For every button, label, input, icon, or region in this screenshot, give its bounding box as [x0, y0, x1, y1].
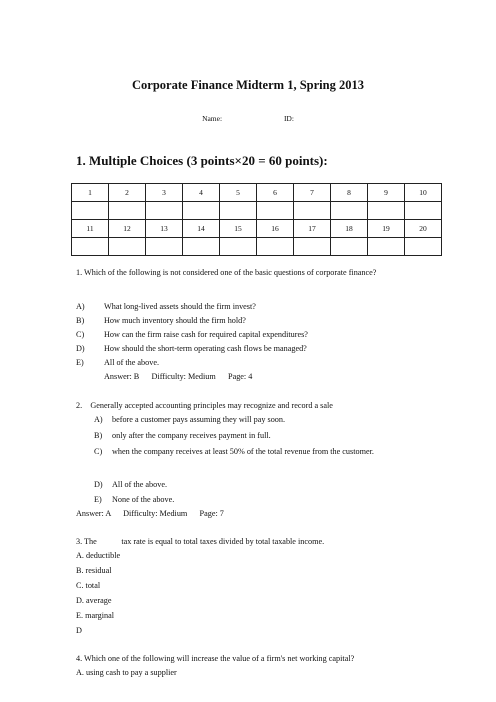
answer-cell[interactable]: [257, 238, 294, 256]
q4-option-a: A. using cash to pay a supplier: [76, 668, 177, 677]
answer-cell[interactable]: [220, 202, 257, 220]
answer-cell[interactable]: [368, 202, 405, 220]
answer-cell[interactable]: [109, 202, 146, 220]
q1-option-b: B) How much inventory should the firm hold?: [76, 316, 246, 325]
grid-number: 4: [183, 184, 220, 202]
answer-cell[interactable]: [257, 202, 294, 220]
grid-answer-row-1: [72, 202, 442, 220]
q1-answer-line: Answer: B Difficulty: Medium Page: 4: [104, 372, 253, 381]
grid-number: 8: [331, 184, 368, 202]
answer-cell[interactable]: [183, 238, 220, 256]
question-1-text: 1. Which of the following is not considered one of the basic questions of corporate finance?: [76, 268, 377, 277]
answer-cell[interactable]: [109, 238, 146, 256]
q1-option-c: C) How can the firm raise cash for required capital expenditures?: [76, 330, 308, 339]
q2-option-e: E) None of the above.: [94, 495, 175, 504]
grid-number: 15: [220, 220, 257, 238]
grid-number: 18: [331, 220, 368, 238]
q2-answer-line: Answer: A Difficulty: Medium Page: 7: [76, 509, 224, 518]
name-id-line: [0, 114, 496, 123]
grid-number: 6: [257, 184, 294, 202]
answer-grid: [71, 183, 442, 256]
answer-cell[interactable]: [146, 238, 183, 256]
q3-option-c: C. total: [76, 581, 101, 590]
q2-option-c: C) when the company receives at least 50% of the total revenue from the customer.: [94, 447, 374, 456]
q2-option-b: B) only after the company receives payment in full.: [94, 431, 271, 440]
grid-number: 5: [220, 184, 257, 202]
answer-cell[interactable]: [331, 202, 368, 220]
grid-number: 13: [146, 220, 183, 238]
answer-cell[interactable]: [368, 238, 405, 256]
answer-cell[interactable]: [405, 238, 442, 256]
question-3-text: 3. The tax rate is equal to total taxes divided by total taxable income.: [76, 537, 325, 546]
grid-number: 9: [368, 184, 405, 202]
section-heading: 1. Multiple Choices (3 points×20 = 60 points):: [76, 153, 328, 168]
grid-number: 20: [405, 220, 442, 238]
grid-number: 14: [183, 220, 220, 238]
q1-option-e: E) All of the above.: [76, 358, 160, 367]
name-label: Name:: [202, 114, 223, 123]
q2-option-d: D) All of the above.: [94, 480, 168, 489]
answer-cell[interactable]: [146, 202, 183, 220]
answer-cell[interactable]: [72, 238, 109, 256]
answer-cell[interactable]: [183, 202, 220, 220]
id-label: ID:: [283, 114, 294, 123]
grid-number: 12: [109, 220, 146, 238]
grid-number: 11: [72, 220, 109, 238]
grid-number: 10: [405, 184, 442, 202]
q1-option-a: A) What long-lived assets should the firm invest?: [76, 302, 256, 311]
q3-option-a: A. deductible: [76, 551, 121, 560]
q3-option-b: B. residual: [76, 566, 112, 575]
grid-number: 7: [294, 184, 331, 202]
grid-header-row-2: [72, 220, 442, 238]
grid-header-row-1: [72, 184, 442, 202]
q2-option-a: A) before a customer pays assuming they will pay soon.: [94, 415, 286, 424]
answer-cell[interactable]: [331, 238, 368, 256]
answer-cell[interactable]: [72, 202, 109, 220]
question-4-text: 4. Which one of the following will increase the value of a firm's net working capital?: [76, 654, 355, 663]
grid-number: 2: [109, 184, 146, 202]
answer-cell[interactable]: [294, 238, 331, 256]
grid-number: 1: [72, 184, 109, 202]
q3-option-e: E. marginal: [76, 611, 115, 620]
answer-cell[interactable]: [294, 202, 331, 220]
document-title: Corporate Finance Midterm 1, Spring 2013: [132, 78, 364, 92]
grid-number: 19: [368, 220, 405, 238]
answer-cell[interactable]: [220, 238, 257, 256]
grid-number: 3: [146, 184, 183, 202]
grid-number: 16: [257, 220, 294, 238]
q3-option-d: D. average: [76, 596, 112, 605]
answer-cell[interactable]: [405, 202, 442, 220]
grid-answer-row-2: [72, 238, 442, 256]
question-2-text: 2. Generally accepted accounting principles may recognize and record a sale: [76, 401, 333, 410]
q3-answer: D: [76, 626, 82, 635]
q1-option-d: D) How should the short-term operating cash flows be managed?: [76, 344, 307, 353]
grid-number: 17: [294, 220, 331, 238]
